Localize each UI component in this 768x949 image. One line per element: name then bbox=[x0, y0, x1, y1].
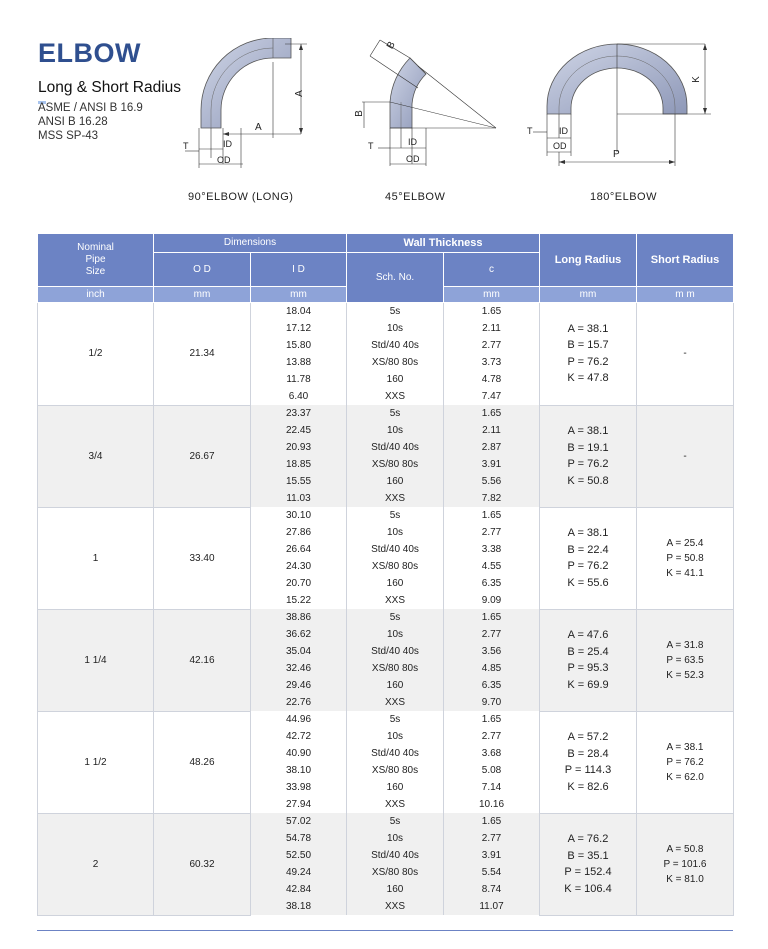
c-cell: 4.78 bbox=[444, 371, 540, 388]
long-radius-value: K = 69.9 bbox=[567, 678, 609, 691]
size-group bbox=[38, 405, 734, 507]
id-cell: 38.18 bbox=[251, 898, 347, 915]
c-cell: 4.55 bbox=[444, 558, 540, 575]
header-wall-thickness: Wall Thickness bbox=[347, 234, 540, 253]
sch-cell: XXS bbox=[347, 388, 444, 405]
id-cell: 20.93 bbox=[251, 439, 347, 456]
header-short-radius: Short Radius bbox=[637, 234, 734, 287]
c-cell: 2.87 bbox=[444, 439, 540, 456]
short-radius-value: A = 38.1 bbox=[666, 741, 704, 753]
c-cell: 7.82 bbox=[444, 490, 540, 507]
id-cell: 20.70 bbox=[251, 575, 347, 592]
long-radius-value: K = 106.4 bbox=[564, 882, 612, 895]
dimension-label-od: OD bbox=[553, 141, 567, 151]
dimension-label-t: T bbox=[183, 141, 189, 151]
id-cell: 15.55 bbox=[251, 473, 347, 490]
c-cell: 1.65 bbox=[444, 507, 540, 524]
sch-cell: XXS bbox=[347, 490, 444, 507]
long-radius-cell bbox=[540, 303, 637, 406]
id-cell: 27.86 bbox=[251, 524, 347, 541]
standards-list bbox=[38, 101, 143, 143]
size-group bbox=[38, 507, 734, 609]
short-radius-value: A = 31.8 bbox=[666, 639, 704, 651]
dimension-label-k: K bbox=[690, 76, 702, 83]
header-c: c bbox=[444, 253, 540, 287]
short-radius-value: K = 41.1 bbox=[666, 567, 704, 579]
sch-cell: Std/40 40s bbox=[347, 643, 444, 660]
sch-cell: Std/40 40s bbox=[347, 541, 444, 558]
c-cell: 2.77 bbox=[444, 728, 540, 745]
long-radius-value: A = 47.6 bbox=[567, 629, 609, 641]
size-group bbox=[38, 711, 734, 813]
header-nominal-pipe-size: Nominal Pipe Size bbox=[38, 234, 154, 287]
c-cell: 1.65 bbox=[444, 609, 540, 626]
sch-cell: 10s bbox=[347, 728, 444, 745]
c-cell: 7.47 bbox=[444, 388, 540, 405]
sch-cell: 10s bbox=[347, 320, 444, 337]
id-cell: 42.84 bbox=[251, 881, 347, 898]
long-radius-value: B = 22.4 bbox=[567, 543, 609, 556]
sch-cell: 5s bbox=[347, 813, 444, 830]
short-radius-value: - bbox=[683, 450, 687, 462]
id-cell: 18.04 bbox=[251, 303, 347, 321]
id-cell: 18.85 bbox=[251, 456, 347, 473]
id-cell: 42.72 bbox=[251, 728, 347, 745]
nominal-size-cell: 1 bbox=[38, 507, 154, 609]
sch-cell: 5s bbox=[347, 303, 444, 321]
standard-item: MSS SP-43 bbox=[38, 130, 99, 142]
size-group bbox=[38, 303, 734, 406]
elbow-90-drawing bbox=[183, 38, 323, 174]
sch-cell: 10s bbox=[347, 524, 444, 541]
nominal-size-cell: 1 1/2 bbox=[38, 711, 154, 813]
header-id: I D bbox=[251, 253, 347, 287]
nominal-size-cell: 1 1/4 bbox=[38, 609, 154, 711]
c-cell: 9.70 bbox=[444, 694, 540, 711]
size-group bbox=[38, 813, 734, 915]
standard-item: ANSI B 16.28 bbox=[38, 116, 108, 128]
long-radius-value: P = 95.3 bbox=[567, 662, 609, 674]
unit-inch: inch bbox=[38, 287, 154, 303]
id-cell: 11.78 bbox=[251, 371, 347, 388]
size-group bbox=[38, 609, 734, 711]
long-radius-value: A = 38.1 bbox=[567, 527, 609, 539]
c-cell: 2.77 bbox=[444, 337, 540, 354]
short-radius-cell bbox=[637, 609, 734, 711]
id-cell: 38.86 bbox=[251, 609, 347, 626]
short-radius-cell bbox=[637, 405, 734, 507]
sch-cell: XXS bbox=[347, 694, 444, 711]
id-cell: 44.96 bbox=[251, 711, 347, 728]
dimension-label-a-horizontal: A bbox=[255, 122, 262, 133]
long-radius-cell bbox=[540, 711, 637, 813]
nominal-size-cell: 1/2 bbox=[38, 303, 154, 406]
table-row bbox=[38, 303, 734, 321]
sch-cell: 160 bbox=[347, 473, 444, 490]
table-row bbox=[38, 405, 734, 422]
elbow-spec-table bbox=[37, 233, 734, 916]
sch-cell: XXS bbox=[347, 898, 444, 915]
sch-cell: Std/40 40s bbox=[347, 439, 444, 456]
unit-id-mm: mm bbox=[251, 287, 347, 303]
od-cell: 42.16 bbox=[154, 609, 251, 711]
sch-cell: XS/80 80s bbox=[347, 660, 444, 677]
sch-cell: XS/80 80s bbox=[347, 558, 444, 575]
c-cell: 11.07 bbox=[444, 898, 540, 915]
sch-cell: 5s bbox=[347, 711, 444, 728]
c-cell: 1.65 bbox=[444, 405, 540, 422]
c-cell: 4.85 bbox=[444, 660, 540, 677]
c-cell: 3.68 bbox=[444, 745, 540, 762]
sch-cell: Std/40 40s bbox=[347, 847, 444, 864]
od-cell: 60.32 bbox=[154, 813, 251, 915]
table-row bbox=[38, 813, 734, 830]
sch-cell: XS/80 80s bbox=[347, 864, 444, 881]
sch-cell: XS/80 80s bbox=[347, 354, 444, 371]
c-cell: 5.54 bbox=[444, 864, 540, 881]
sch-cell: 5s bbox=[347, 507, 444, 524]
id-cell: 38.10 bbox=[251, 762, 347, 779]
dimension-label-b-side: B bbox=[353, 110, 365, 117]
long-radius-value: P = 114.3 bbox=[564, 764, 612, 776]
sch-cell: XXS bbox=[347, 796, 444, 813]
id-cell: 13.88 bbox=[251, 354, 347, 371]
c-cell: 5.56 bbox=[444, 473, 540, 490]
long-radius-value: P = 76.2 bbox=[567, 458, 609, 470]
caption-180-elbow: 180°ELBOW bbox=[590, 191, 657, 203]
sch-cell: XS/80 80s bbox=[347, 762, 444, 779]
unit-long-mm: mm bbox=[540, 287, 637, 303]
header-od: O D bbox=[154, 253, 251, 287]
c-cell: 6.35 bbox=[444, 677, 540, 694]
long-radius-value: A = 38.1 bbox=[567, 425, 609, 437]
id-cell: 26.64 bbox=[251, 541, 347, 558]
od-cell: 26.67 bbox=[154, 405, 251, 507]
short-radius-value: P = 76.2 bbox=[666, 756, 704, 768]
long-radius-value: A = 76.2 bbox=[567, 833, 609, 845]
long-radius-value: P = 152.4 bbox=[564, 866, 612, 878]
short-radius-cell bbox=[637, 303, 734, 406]
c-cell: 5.08 bbox=[444, 762, 540, 779]
header-dimensions: Dimensions bbox=[154, 234, 347, 253]
id-cell: 49.24 bbox=[251, 864, 347, 881]
id-cell: 33.98 bbox=[251, 779, 347, 796]
id-cell: 11.03 bbox=[251, 490, 347, 507]
id-cell: 27.94 bbox=[251, 796, 347, 813]
od-cell: 33.40 bbox=[154, 507, 251, 609]
id-cell: 36.62 bbox=[251, 626, 347, 643]
sch-cell: Std/40 40s bbox=[347, 337, 444, 354]
short-radius-value: P = 63.5 bbox=[666, 654, 704, 666]
c-cell: 2.77 bbox=[444, 524, 540, 541]
id-cell: 23.37 bbox=[251, 405, 347, 422]
c-cell: 2.11 bbox=[444, 422, 540, 439]
caption-45-elbow: 45°ELBOW bbox=[385, 191, 446, 203]
id-cell: 40.90 bbox=[251, 745, 347, 762]
short-radius-cell bbox=[637, 813, 734, 915]
c-cell: 1.65 bbox=[444, 303, 540, 321]
id-cell: 32.46 bbox=[251, 660, 347, 677]
short-radius-value: P = 101.6 bbox=[663, 858, 707, 870]
sch-cell: 5s bbox=[347, 609, 444, 626]
id-cell: 30.10 bbox=[251, 507, 347, 524]
sch-cell: 160 bbox=[347, 881, 444, 898]
long-radius-value: P = 76.2 bbox=[567, 355, 609, 368]
c-cell: 3.56 bbox=[444, 643, 540, 660]
c-cell: 6.35 bbox=[444, 575, 540, 592]
short-radius-cell bbox=[637, 507, 734, 609]
c-cell: 3.91 bbox=[444, 847, 540, 864]
short-radius-value: K = 52.3 bbox=[666, 669, 704, 681]
c-cell: 7.14 bbox=[444, 779, 540, 796]
long-radius-value: K = 82.6 bbox=[567, 780, 609, 793]
table-row bbox=[38, 507, 734, 524]
unit-c-mm: mm bbox=[444, 287, 540, 303]
long-radius-value: K = 55.6 bbox=[567, 576, 609, 589]
dimension-label-b-top: B bbox=[384, 39, 398, 52]
dimension-label-p: P bbox=[613, 149, 620, 160]
id-cell: 57.02 bbox=[251, 813, 347, 830]
id-cell: 6.40 bbox=[251, 388, 347, 405]
id-cell: 22.45 bbox=[251, 422, 347, 439]
page-subtitle: Long & Short Radius bbox=[38, 79, 182, 96]
od-cell: 48.26 bbox=[154, 711, 251, 813]
c-cell: 3.73 bbox=[444, 354, 540, 371]
short-radius-value: A = 25.4 bbox=[666, 537, 704, 549]
sch-cell: 160 bbox=[347, 677, 444, 694]
dimension-label-a: A bbox=[293, 90, 305, 97]
c-cell: 3.91 bbox=[444, 456, 540, 473]
dimension-label-id: ID bbox=[559, 126, 568, 136]
elbow-45-drawing bbox=[353, 36, 502, 172]
long-radius-cell bbox=[540, 405, 637, 507]
sch-cell: 10s bbox=[347, 422, 444, 439]
c-cell: 2.77 bbox=[444, 626, 540, 643]
short-radius-cell bbox=[637, 711, 734, 813]
long-radius-cell bbox=[540, 813, 637, 915]
elbow-180-drawing bbox=[527, 36, 713, 172]
dimension-label-t: T bbox=[368, 141, 374, 151]
c-cell: 2.11 bbox=[444, 320, 540, 337]
page-title: ELBOW bbox=[38, 38, 141, 68]
short-radius-value: - bbox=[683, 348, 687, 360]
dimension-label-id: ID bbox=[408, 137, 417, 147]
sch-cell: XS/80 80s bbox=[347, 456, 444, 473]
short-radius-value: A = 50.8 bbox=[666, 843, 704, 855]
sch-cell: 10s bbox=[347, 626, 444, 643]
nominal-size-cell: 3/4 bbox=[38, 405, 154, 507]
sch-cell: XXS bbox=[347, 592, 444, 609]
sch-cell: 160 bbox=[347, 779, 444, 796]
sch-cell: 160 bbox=[347, 371, 444, 388]
long-radius-cell bbox=[540, 507, 637, 609]
dimension-label-od: OD bbox=[217, 155, 231, 165]
id-cell: 17.12 bbox=[251, 320, 347, 337]
unit-od-mm: mm bbox=[154, 287, 251, 303]
long-radius-value: B = 15.7 bbox=[567, 339, 609, 352]
id-cell: 15.22 bbox=[251, 592, 347, 609]
c-cell: 10.16 bbox=[444, 796, 540, 813]
id-cell: 24.30 bbox=[251, 558, 347, 575]
dimension-label-od: OD bbox=[406, 154, 420, 164]
c-cell: 8.74 bbox=[444, 881, 540, 898]
long-radius-value: B = 35.1 bbox=[567, 849, 609, 862]
short-radius-value: K = 62.0 bbox=[666, 771, 704, 783]
standard-item: ASME / ANSI B 16.9 bbox=[38, 102, 143, 114]
caption-90-elbow: 90°ELBOW (LONG) bbox=[188, 191, 294, 203]
long-radius-value: K = 47.8 bbox=[567, 372, 609, 385]
c-cell: 9.09 bbox=[444, 592, 540, 609]
id-cell: 52.50 bbox=[251, 847, 347, 864]
c-cell: 1.65 bbox=[444, 711, 540, 728]
nominal-size-cell: 2 bbox=[38, 813, 154, 915]
sch-cell: 5s bbox=[347, 405, 444, 422]
long-radius-value: K = 50.8 bbox=[567, 474, 609, 487]
table-bottom-rule bbox=[37, 930, 733, 931]
id-cell: 22.76 bbox=[251, 694, 347, 711]
dimension-label-id: ID bbox=[223, 139, 232, 149]
long-radius-value: P = 76.2 bbox=[567, 560, 609, 572]
id-cell: 35.04 bbox=[251, 643, 347, 660]
sch-cell: 160 bbox=[347, 575, 444, 592]
sch-cell: Std/40 40s bbox=[347, 745, 444, 762]
long-radius-value: B = 25.4 bbox=[567, 645, 609, 658]
short-radius-value: K = 81.0 bbox=[666, 873, 704, 885]
unit-short-mm: m m bbox=[637, 287, 734, 303]
c-cell: 1.65 bbox=[444, 813, 540, 830]
id-cell: 54.78 bbox=[251, 830, 347, 847]
long-radius-value: B = 19.1 bbox=[567, 441, 609, 454]
id-cell: 29.46 bbox=[251, 677, 347, 694]
long-radius-value: B = 28.4 bbox=[567, 747, 609, 760]
sch-cell: 10s bbox=[347, 830, 444, 847]
long-radius-value: A = 57.2 bbox=[567, 731, 609, 743]
short-radius-value: P = 50.8 bbox=[666, 552, 704, 564]
dimension-label-t: T bbox=[527, 126, 533, 136]
long-radius-value: A = 38.1 bbox=[567, 322, 609, 335]
id-cell: 15.80 bbox=[251, 337, 347, 354]
table-row bbox=[38, 609, 734, 626]
header-long-radius: Long Radius bbox=[540, 234, 637, 287]
table-row bbox=[38, 711, 734, 728]
c-cell: 2.77 bbox=[444, 830, 540, 847]
header-sch-no: Sch. No. bbox=[347, 253, 444, 303]
od-cell: 21.34 bbox=[154, 303, 251, 406]
c-cell: 3.38 bbox=[444, 541, 540, 558]
long-radius-cell bbox=[540, 609, 637, 711]
